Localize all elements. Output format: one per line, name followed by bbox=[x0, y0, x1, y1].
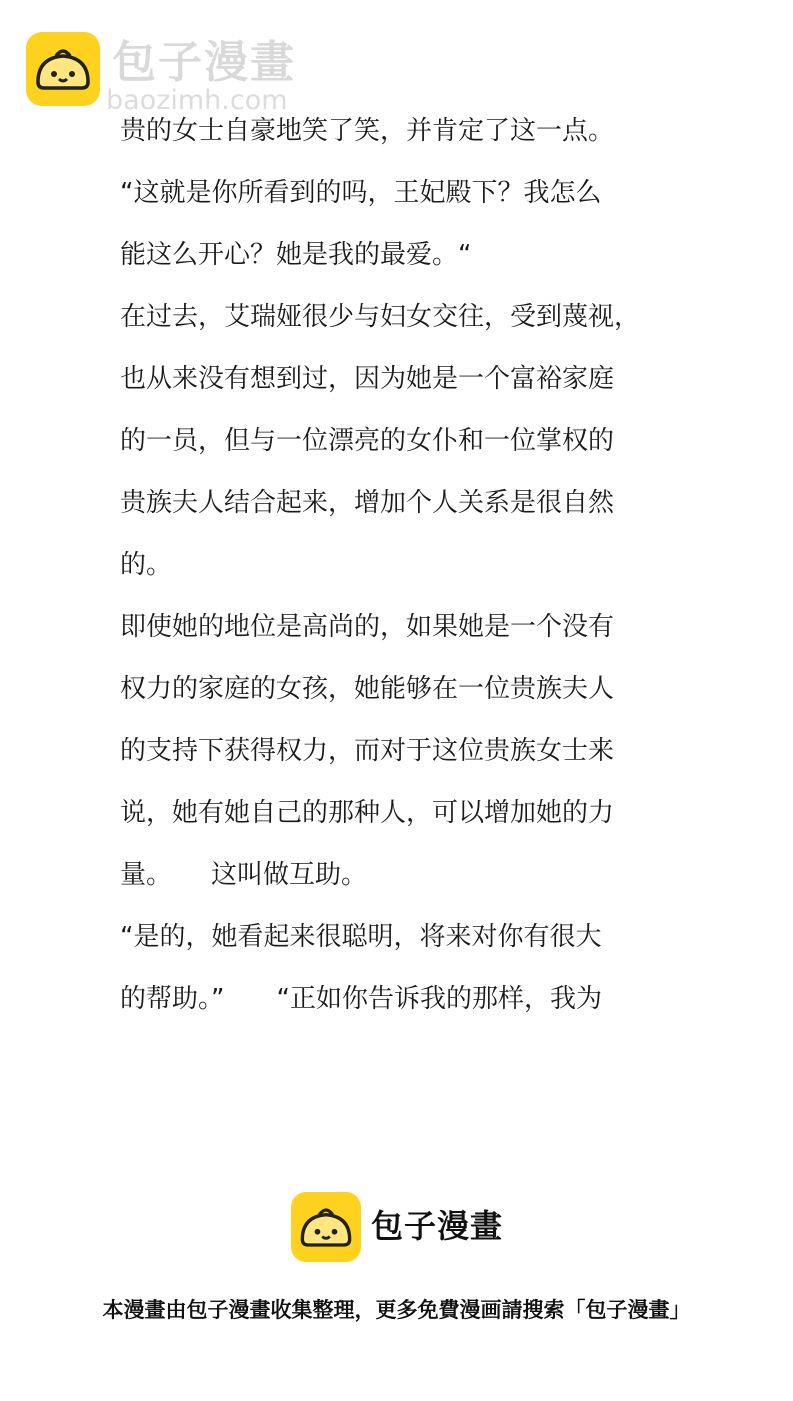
body-text bbox=[120, 100, 680, 1030]
text-line: 能这么开心？她是我的最爱。“ bbox=[120, 240, 472, 270]
text-line: “是的，她看起来很聪明，将来对你有很大 bbox=[120, 922, 602, 952]
watermark-url: baozimh.com bbox=[106, 85, 288, 116]
text-line: 的帮助。” “正如你告诉我的那样，我为 bbox=[120, 984, 602, 1014]
text-line: 说，她有她自己的那种人，可以增加她的力 bbox=[120, 798, 615, 828]
text-line: 的支持下获得权力，而对于这位贵族女士来 bbox=[120, 736, 615, 766]
text-line: “这就是你所看到的吗，王妃殿下？我怎么 bbox=[120, 178, 602, 208]
text-line: 贵族夫人结合起来，增加个人关系是很自然 bbox=[120, 488, 615, 518]
footer-logo bbox=[291, 1192, 521, 1262]
text-line: 在过去，艾瑞娅很少与妇女交往，受到蔑视， bbox=[120, 302, 641, 332]
bun-icon bbox=[291, 1192, 361, 1262]
bun-icon bbox=[26, 32, 100, 106]
text-line: 即使她的地位是高尚的，如果她是一个没有 bbox=[120, 612, 615, 642]
text-line: 贵的女士自豪地笑了笑，并肯定了这一点。 bbox=[120, 116, 615, 146]
footer-note: 本漫畫由包子漫畫收集整理，更多免費漫画請搜索「包子漫畫」 bbox=[102, 1298, 691, 1322]
text-line: 的一员，但与一位漂亮的女仆和一位掌权的 bbox=[120, 426, 615, 456]
text-line: 量。 这叫做互助。 bbox=[120, 860, 368, 890]
watermark-title: 包子漫畫 bbox=[112, 37, 296, 88]
text-line: 也从来没有想到过，因为她是一个富裕家庭 bbox=[120, 364, 615, 394]
footer-logo-title: 包子漫畫 bbox=[371, 1207, 504, 1245]
text-line: 权力的家庭的女孩，她能够在一位贵族夫人 bbox=[120, 674, 615, 704]
text-line: 的。 bbox=[120, 550, 173, 580]
